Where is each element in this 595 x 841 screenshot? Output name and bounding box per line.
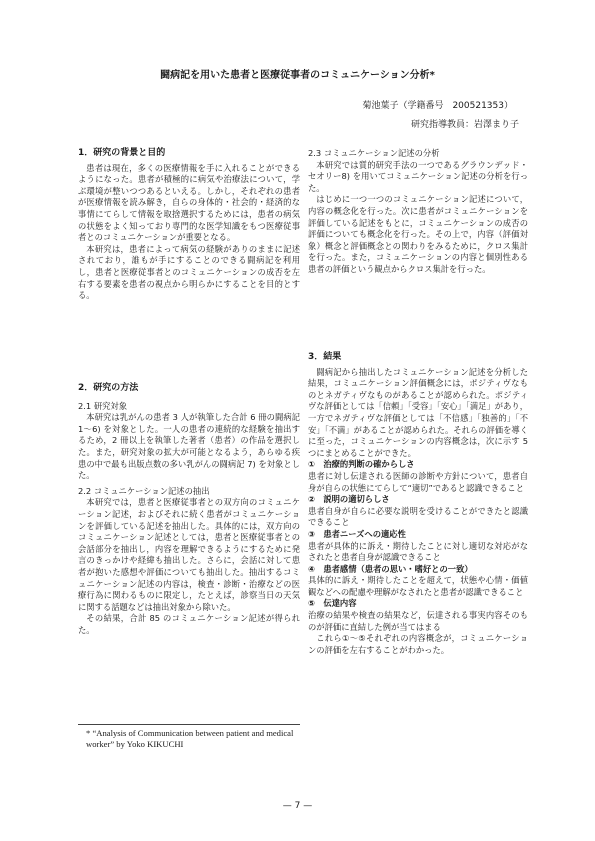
section-3-closing: これら①〜⑤それぞれの内容概念が，コミュニケーションの評価を左右することがわかった。 — [308, 633, 528, 655]
section-2-2-paragraph-1: 本研究では，患者と医療従事者との双方向のコミュニケーション記述，およびそれに続く患者がコミュニケーションを評価している記述を抽出した。具体的には，双方向のコミュニケーション記述としては，患者と医療従事者との会話部分を抽出し，内容を理解できるようにするために発言のきっかけや経緯も抽出した。さらに，会話に対して患者が抱いた感想や評価についても抽出した。抽出するコミュニケーション記述の内容は，検査・診断・治療などの医療行為に関わるものに限定し，たとえば，診察当日の天気に関する話題などは抽出対象から除いた。 — [78, 497, 300, 612]
section-3-paragraph-1: 闘病記から抽出したコミュニケーション記述を分析した結果，コミュニケーション評価概念には，ポジティヴなものとネガティヴなものがあることが認められた。ポジティヴな評価としては「信頼」「受容」「安心」「満足」があり，一方でネガティヴな評価としては「不信感」「独善的」「不安」「不満」があることが認められた。それらの評価を導くに至った，コミュニケーションの内容概念は，次に示す 5 つにまとめることができた。 — [308, 366, 528, 458]
concept-4-label: ④ 患者感情（患者の思い・嗜好との一致） — [308, 563, 473, 574]
concept-5-text: 治療の結果や検査の結果など，伝達される事実内容そのものが評価に直結した例が当てはまる — [308, 610, 528, 632]
paper-title: 闘病記を用いた患者と医療従事者のコミュニケーション分析* — [160, 70, 435, 81]
section-1 — [78, 148, 300, 302]
concept-2-label: ② 説明の適切らしさ — [308, 494, 390, 505]
concept-3-text: 患者が具体的に訴え・期待したことに対し適切な対応がなされたと患者自身が認識できること — [308, 540, 528, 563]
advisor-line: 研究指導教員：岩澤まり子 — [410, 120, 519, 130]
section-2-3-paragraph-1: 本研究では質的研究手法の一つであるグラウンデッド・セオリー8) を用いてコミュニケーション記述の分析を行った。 — [308, 159, 528, 193]
section-2-3-heading: 2.3 コミュニケーション記述の分析 — [308, 148, 440, 158]
section-2-2-paragraph-2: その結果，合計 85 のコミュニケーション記述が得られた。 — [78, 613, 300, 635]
concept-3-label: ③ 患者ニーズへの適応性 — [308, 528, 406, 539]
page-number: — 7 — — [282, 801, 313, 811]
section-2-2-heading: 2.2 コミュニケーション記述の抽出 — [78, 485, 210, 496]
section-1-paragraph-2: 本研究は，患者によって病気の経験がありのままに記述されており，誰もが手にすることのできる闘病記を利用し，患者と医療従事者とのコミュニケーションの成否を左右する要素を患者の視点から明らかにすることを目的とする。 — [78, 243, 300, 301]
section-2 — [78, 383, 300, 636]
section-1-heading: 1．研究の背景と目的 — [78, 148, 166, 158]
concept-4-text: 具体的に訴え・期待したことを超えて，状態や心情・価値観などへの配慮や理解がなされたと患者が認識できること — [308, 575, 528, 597]
section-2-1-paragraph: 本研究は乳がんの患者 3 人が執筆した合計 6 冊の闘病記 1〜6) を対象とした。一人の患者の連続的な経験を抽出するため，2 冊以上を執筆した著者（患者）の作品を選択した。また，研究対象の拡大が可能となるよう，あらゆる疾患の中で最も出版点数の多い乳がんの闘病記 7) を対象とした。 — [78, 412, 300, 481]
section-3-heading: 3．結果 — [308, 352, 342, 362]
section-2-1-heading: 2.1 研究対象 — [78, 400, 128, 411]
concept-1-label: ① 治療的判断の確からしさ — [308, 459, 415, 470]
concept-2-text: 患者自身が自らに必要な説明を受けることができたと認識できること — [308, 505, 528, 528]
concept-1-text: 患者に対し伝達される医師の診断や方針について，患者自身が自らの状態にてらして“適切”であると認識できること — [308, 470, 528, 493]
section-2-3 — [308, 148, 528, 276]
footnote: * “Analysis of Communication between patient and medical worker” by Yoko KIKUCHI — [86, 728, 294, 749]
section-2-3-paragraph-2: はじめに一つ一つのコミュニケーション記述について，内容の概念化を行った。次に患者がコミュニケーションを評価している記述をもとに，コミュニケーションの成否の評価についても概念化を行った。その上で，内容（評価対象）概念と評価概念との関わりをみるために，クロス集計を行った。また，コミュニケーションの内容と個別性ある患者の評価という観点からクロス集計を行った。 — [308, 194, 528, 274]
concept-5-label: ⑤ 伝達内容 — [308, 598, 357, 609]
section-1-paragraph-1: 患者は現在，多くの医療情報を手に入れることができるようになった。患者が積極的に病気や治療法について，学ぶ環境が整いつつあるといえる。しかし，それぞれの患者が医療情報を読み解き，自らの身体的・社会的・経済的な事情にてらして情報を取捨選択するためには，患者の病気の状態をよく知っており専門的な医学知識をもつ医療従事者とのコミュニケーションが重要となる。 — [78, 162, 300, 243]
section-2-heading: 2．研究の方法 — [78, 383, 139, 393]
concept-list — [308, 459, 528, 633]
footnote-divider — [78, 724, 300, 725]
author-line: 菊池葉子（学籍番号 200521353） — [362, 101, 513, 111]
section-3 — [308, 352, 528, 656]
